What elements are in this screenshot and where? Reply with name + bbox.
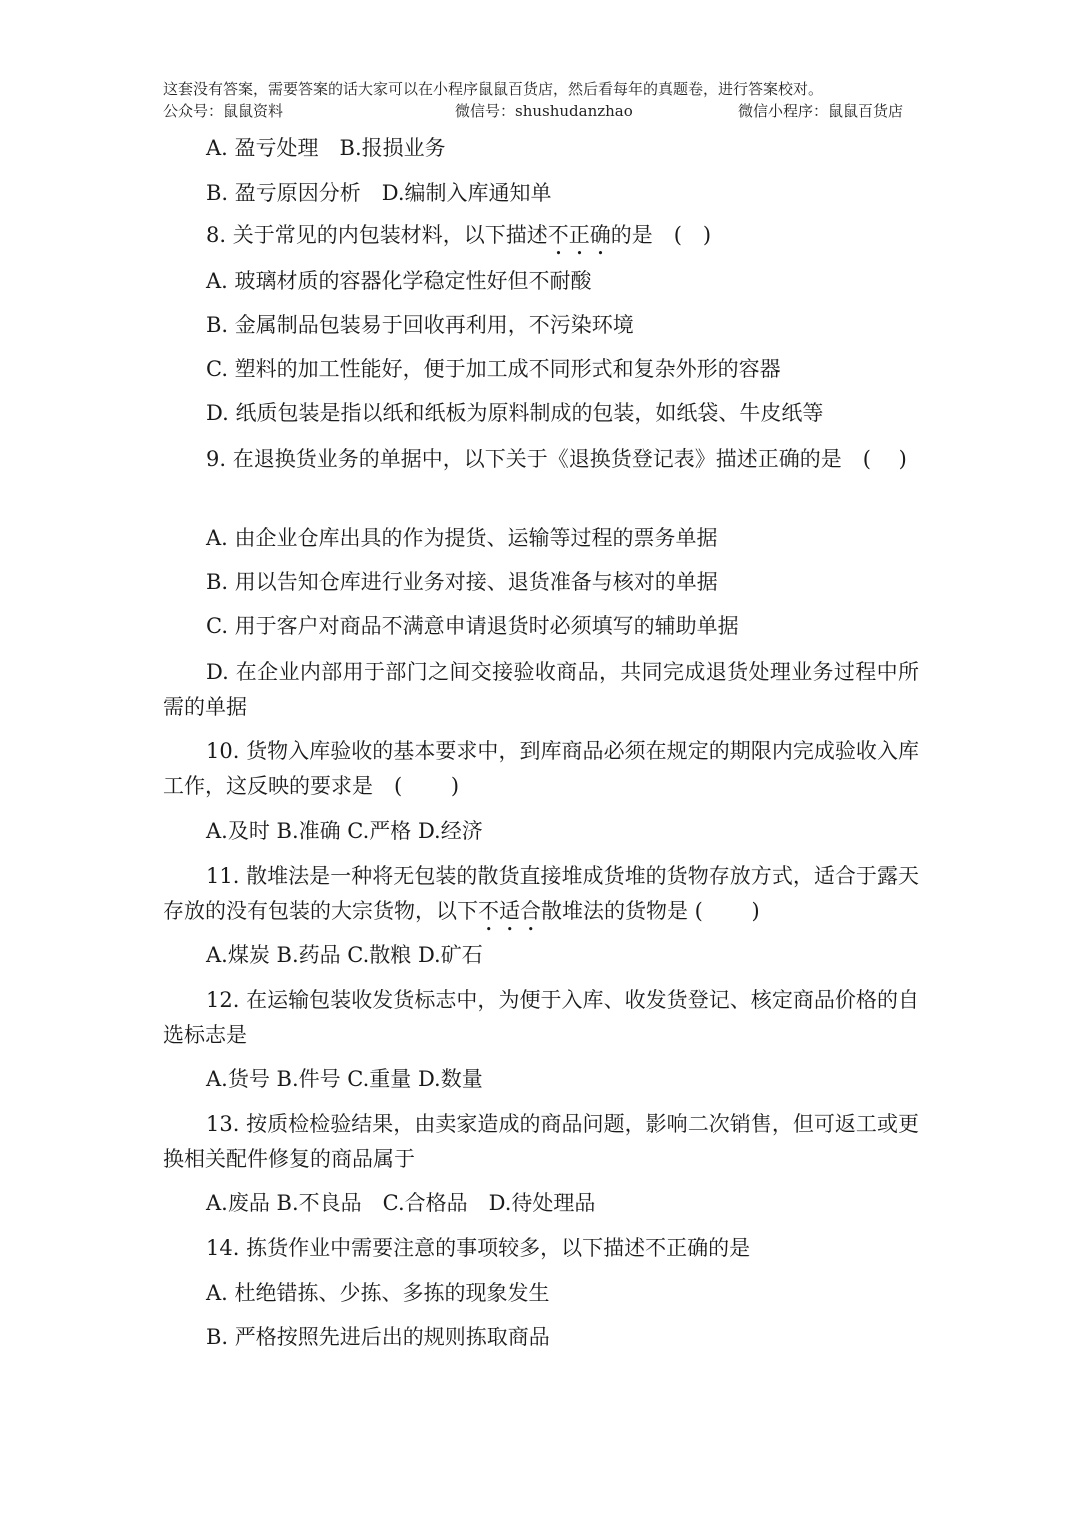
q9-option-a: A. 由企业仓库出具的作为提货、运输等过程的票务单据 <box>206 526 718 550</box>
page-header <box>163 78 923 122</box>
q8-emphasis: 不正确 <box>547 223 611 247</box>
q7-options-bd: B. 盈亏原因分析 D.编制入库通知单 <box>206 181 552 205</box>
q8-stem <box>206 218 711 260</box>
q14-stem: 14. 拣货作业中需要注意的事项较多，以下描述不正确的是 <box>206 1236 751 1260</box>
q11-emphasis: 不适合 <box>478 899 541 923</box>
q11-options: A.煤炭 B.药品 C.散粮 D.矿石 <box>206 943 483 967</box>
q8-option-c: C. 塑料的加工性能好，便于加工成不同形式和复杂外形的容器 <box>206 357 781 381</box>
mini-program-text: 微信小程序：鼠鼠百货店 <box>738 102 904 120</box>
q9-option-c: C. 用于客户对商品不满意申请退货时必须填写的辅助单据 <box>206 614 739 638</box>
q13-options: A.废品 B.不良品 C.合格品 D.待处理品 <box>206 1191 596 1215</box>
q11-stem-pre: 11. 散堆法是一种将无包装的散货直接堆成货堆的货物存放方式，适合于露天存放的没有包装的大宗货物，以下 <box>163 864 919 923</box>
q12-stem: 12. 在运输包装收发货标志中，为便于入库、收发货登记、核定商品价格的自选标志是 <box>163 988 919 1047</box>
q13-stem: 13. 按质检检验结果，由卖家造成的商品问题，影响二次销售，但可返工或更换相关配件修复的商品属于 <box>163 1112 919 1171</box>
q10-stem: 10. 货物入库验收的基本要求中，到库商品必须在规定的期限内完成验收入库工作，这反映的要求是 ( ) <box>163 739 919 798</box>
header-notice: 这套没有答案，需要答案的话大家可以在小程序鼠鼠百货店，然后看每年的真题卷，进行答案校对。 <box>163 80 824 98</box>
q8-option-b: B. 金属制品包装易于回收再利用，不污染环境 <box>206 313 634 337</box>
q9-option-d: D. 在企业内部用于部门之间交接验收商品，共同完成退货处理业务过程中所需的单据 <box>163 660 919 719</box>
q14-option-a: A. 杜绝错拣、少拣、多拣的现象发生 <box>206 1281 550 1305</box>
q8-option-d: D. 纸质包装是指以纸和纸板为原料制成的包装，如纸袋、牛皮纸等 <box>206 401 824 425</box>
official-account-text: 公众号：鼠鼠资料 <box>163 102 284 120</box>
q11-stem <box>163 859 919 936</box>
header-contact-row <box>163 100 923 122</box>
q9-option-b: B. 用以告知仓库进行业务对接、退货准备与核对的单据 <box>206 570 718 594</box>
q8-option-a: A. 玻璃材质的容器化学稳定性好但不耐酸 <box>206 269 592 293</box>
header-notice-row <box>163 78 923 100</box>
q11-stem-post: 散堆法的货物是 ( ) <box>541 899 760 923</box>
wechat-id-text: 微信号：shushudanzhao <box>455 102 633 120</box>
q14-option-b: B. 严格按照先进后出的规则拣取商品 <box>206 1325 550 1349</box>
q12-options: A.货号 B.件号 C.重量 D.数量 <box>206 1067 483 1091</box>
q7-options-ab: A. 盈亏处理 B.报损业务 <box>206 136 446 160</box>
q9-stem: 9. 在退换货业务的单据中，以下关于《退换货登记表》描述正确的是 ( ) <box>206 447 907 471</box>
q10-options: A.及时 B.准确 C.严格 D.经济 <box>206 819 483 843</box>
q8-stem-pre: 8. 关于常见的内包装材料，以下描述 <box>206 223 548 247</box>
q8-stem-post: 的是 ( ) <box>610 223 712 247</box>
